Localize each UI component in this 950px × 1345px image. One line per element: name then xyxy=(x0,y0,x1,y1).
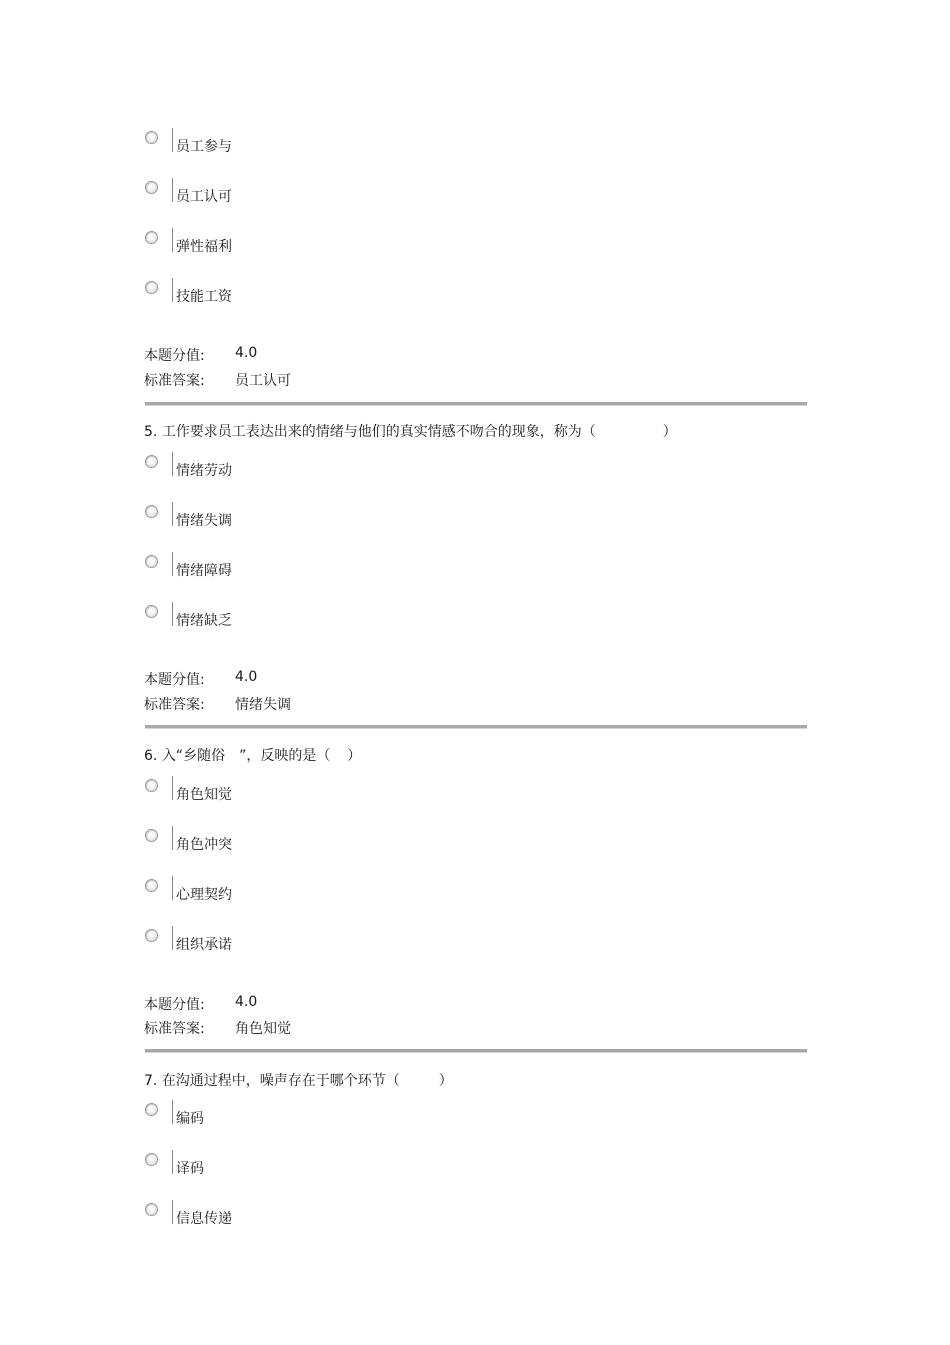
question-divider xyxy=(145,1049,807,1053)
q7-option-3[interactable] xyxy=(145,1203,545,1243)
option-label: 弹性福利 xyxy=(176,239,232,255)
score-value: 4.0 xyxy=(235,994,258,1010)
radio-button[interactable] xyxy=(145,929,158,942)
q5-option-3[interactable] xyxy=(145,555,545,595)
radio-button[interactable] xyxy=(145,779,158,792)
score-value: 4.0 xyxy=(235,669,258,685)
option-separator xyxy=(172,178,173,202)
option-separator xyxy=(172,228,173,252)
option-label: 心理契约 xyxy=(176,887,232,903)
radio-button[interactable] xyxy=(145,1153,158,1166)
option-label: 编码 xyxy=(176,1111,204,1127)
question-number: 7. xyxy=(144,1073,158,1089)
option-label: 员工参与 xyxy=(176,139,232,155)
option-label: 情绪障碍 xyxy=(176,563,232,579)
option-label: 组织承诺 xyxy=(176,937,232,953)
q7-option-1[interactable] xyxy=(145,1103,545,1143)
radio-button[interactable] xyxy=(145,1203,158,1216)
option-separator xyxy=(172,602,173,626)
radio-button[interactable] xyxy=(145,281,158,294)
option-separator xyxy=(172,502,173,526)
radio-button[interactable] xyxy=(145,231,158,244)
option-label: 角色冲突 xyxy=(176,837,232,853)
option-separator xyxy=(172,552,173,576)
option-label: 技能工资 xyxy=(176,289,232,305)
answer-value: 员工认可 xyxy=(235,373,291,389)
score-label: 本题分值: xyxy=(144,672,205,688)
q7-option-2[interactable] xyxy=(145,1153,545,1193)
question-6 xyxy=(144,745,361,765)
q5-option-1[interactable] xyxy=(145,455,545,495)
option-label: 情绪缺乏 xyxy=(176,613,232,629)
question-close-paren: ） xyxy=(662,424,677,440)
radio-button[interactable] xyxy=(145,555,158,568)
option-label: 员工认可 xyxy=(176,189,232,205)
answer-label: 标准答案: xyxy=(144,697,205,713)
question-number: 6. xyxy=(144,748,158,764)
q4-option-3[interactable] xyxy=(145,231,545,271)
score-label: 本题分值: xyxy=(144,348,205,364)
question-divider xyxy=(145,725,807,729)
q4-option-2[interactable] xyxy=(145,181,545,221)
question-text: 工作要求员工表达出来的情绪与他们的真实情感不吻合的现象，称为（ xyxy=(161,424,596,440)
answer-value: 情绪失调 xyxy=(235,697,291,713)
option-separator xyxy=(172,926,173,950)
q4-option-4[interactable] xyxy=(145,281,545,321)
radio-button[interactable] xyxy=(145,455,158,468)
score-value: 4.0 xyxy=(235,345,258,361)
q6-option-1[interactable] xyxy=(145,779,545,819)
question-close-paren: ） xyxy=(347,748,362,764)
option-label: 信息传递 xyxy=(176,1211,232,1227)
radio-button[interactable] xyxy=(145,605,158,618)
question-text: 入“乡随俗 ”，反映的是（ xyxy=(161,748,331,764)
radio-button[interactable] xyxy=(145,879,158,892)
option-separator xyxy=(172,278,173,302)
answer-label: 标准答案: xyxy=(144,1021,205,1037)
option-separator xyxy=(172,1100,173,1124)
option-label: 角色知觉 xyxy=(176,787,232,803)
question-close-paren: ） xyxy=(438,1073,453,1089)
question-5 xyxy=(144,421,677,441)
option-separator xyxy=(172,826,173,850)
option-separator xyxy=(172,128,173,152)
option-separator xyxy=(172,1150,173,1174)
q5-option-4[interactable] xyxy=(145,605,545,645)
option-separator xyxy=(172,1200,173,1224)
q5-option-2[interactable] xyxy=(145,505,545,545)
option-separator xyxy=(172,776,173,800)
q4-option-1[interactable] xyxy=(145,131,545,171)
radio-button[interactable] xyxy=(145,181,158,194)
q6-option-4[interactable] xyxy=(145,929,545,969)
question-text: 在沟通过程中，噪声存在于哪个环节（ xyxy=(161,1073,400,1089)
score-label: 本题分值: xyxy=(144,997,205,1013)
answer-value: 角色知觉 xyxy=(235,1021,291,1037)
option-label: 译码 xyxy=(176,1161,204,1177)
question-7 xyxy=(144,1070,453,1090)
option-label: 情绪失调 xyxy=(176,513,232,529)
option-label: 情绪劳动 xyxy=(176,463,232,479)
option-separator xyxy=(172,452,173,476)
radio-button[interactable] xyxy=(145,131,158,144)
q6-option-2[interactable] xyxy=(145,829,545,869)
radio-button[interactable] xyxy=(145,1103,158,1116)
option-separator xyxy=(172,876,173,900)
radio-button[interactable] xyxy=(145,829,158,842)
q6-option-3[interactable] xyxy=(145,879,545,919)
answer-label: 标准答案: xyxy=(144,373,205,389)
question-divider xyxy=(145,402,807,406)
radio-button[interactable] xyxy=(145,505,158,518)
question-number: 5. xyxy=(144,424,158,440)
